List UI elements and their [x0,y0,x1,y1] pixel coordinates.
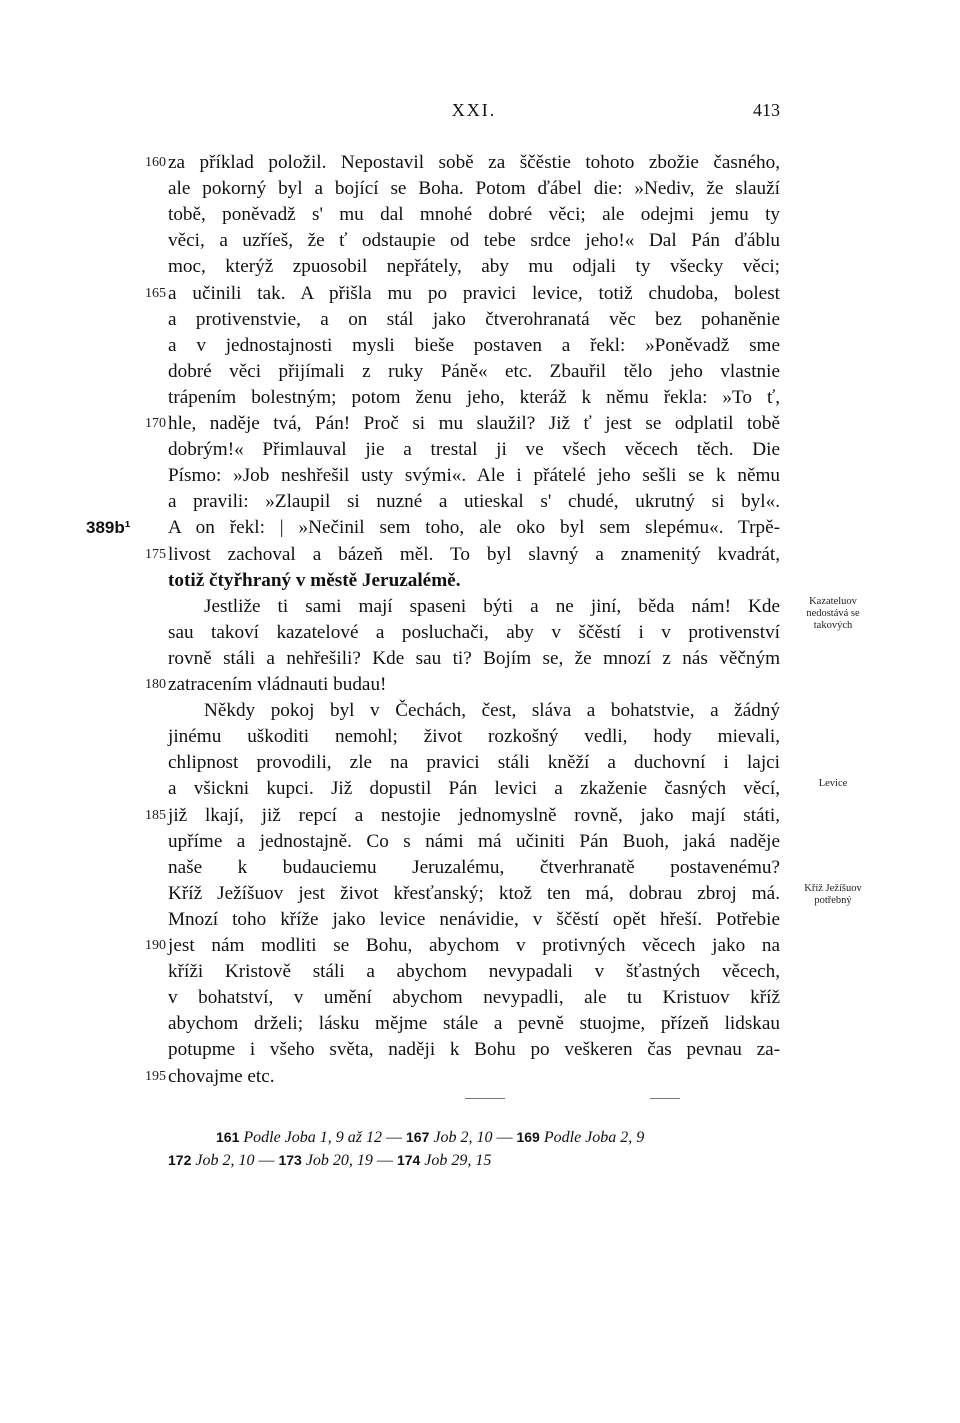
marginal-note-line: Levice [818,778,848,790]
separator-rule [650,1098,680,1099]
line-number: 195 [145,1068,166,1084]
text-line: sau takoví kazatelové a posluchači, aby v ščěstí i v protivenství [168,621,780,643]
page-number: 413 [753,100,780,120]
text-line: jinému uškoditi nemohl; život rozkošný vedli, hody mievali, [168,726,780,748]
text-line: rovně stáli a nehřešili? Kde sau ti? Bojím se, že mnozí z nás věčným [168,647,780,669]
text-line: věci, a uzříeš, že ť odstaupie od tebe srdce jeho!« Dal Pán ďáblu [168,230,780,252]
text-line: Písmo: »Job neshřešil usty svými«. Ale i přátelé jeho sešli se k němu [168,465,780,487]
marginal-note-line: takových [813,619,853,631]
text-line: kříži Kristově stáli a abychom nevypadali v šťastných věcech, [168,961,780,983]
footnote-separator: — [492,1129,517,1146]
footnote-citation: Podle Joba 1, 9 až 12 [243,1129,383,1146]
text-line: a pravili: »Zlaupil si nuzné a utieskal s' chudé, ukrutný si byl«. [168,491,780,513]
text-line: zatracením vládnauti budau! [168,674,387,695]
text-line: moc, kterýž zpuosobil nepřátely, aby mu odjali ty všecky věci; [168,256,780,278]
line-number: 175 [145,546,166,562]
text-line: již lkají, již repcí a nestojie jednomyslně rovně, jako mají státi, [168,804,780,826]
text-line: A on řekl: | »Nečinil sem toho, ale oko byl sem slepému«. Trpě- [168,517,780,539]
footnote-row [168,1149,780,1172]
text-line: ale pokorný byl a bojící se Boha. Potom ďábel die: »Nediv, že slauží [168,178,780,200]
footnote-line-ref: 169 [516,1129,540,1145]
text-line: naše k budauciemu Jeruzalému, čtverhranatě postavenému? [168,856,780,878]
line-number: 185 [145,807,166,823]
text-line: hle, naděje tvá, Pán! Proč si mu slaužil? Již ť jest se odplatil tobě [168,413,780,434]
line-number: 180 [145,677,166,692]
text-line: Mnozí toho kříže jako levice nenávidie, v ščěstí opět hřeší. Potřebie [168,908,780,930]
footnote-line-ref: 172 [168,1152,192,1168]
footnote-line-ref: 173 [278,1152,302,1168]
line-number: 160 [145,155,166,170]
marginal-note-line: potřebný [814,894,852,906]
marginal-note [786,883,880,907]
text-line: abychom drželi; lásku mějme stále a pevně stuojme, přízeň lidskau [168,1013,780,1035]
footnote-citation: Job 2, 10 [195,1152,255,1169]
footnote-separator: — [372,1152,397,1169]
text-line: trápením bolestným; potom ženu jeho, kteráž k němu řekla: »To ť, [168,386,780,408]
line-number: 190 [145,938,166,953]
footnote-separator: — [254,1152,279,1169]
marginal-note-line: Kazateluov [809,595,857,607]
folio-marker: 389b¹ [86,518,131,538]
text-line: za příklad položil. Nepostavil sobě za ščěstie tohoto zbožie časného, [168,152,780,173]
text-line: a protivenstvie, a on stál jako čtverohranatá věc bez pohaněnie [168,308,780,330]
text-line: chovajme etc. [168,1065,275,1087]
separator-rule [465,1098,505,1099]
line-number: 165 [145,285,166,301]
text-line: dobrým!« Přimlauval jie a trestal ji ve všech věcech těch. Die [168,439,780,461]
text-line: Jestliže ti sami mají spaseni býti a ne jiní, běda nám! Kde [204,595,780,617]
marginal-note-line: nedostává se [806,607,860,619]
text-line: chlipnost provodili, zle na pravici stáli kněží a duchovní i lajci [168,752,780,774]
footnote-separator: — [382,1129,407,1146]
text-line: a v jednostajnosti mysli bieše postaven a řekl: »Poněvadž sme [168,334,780,356]
footnote-row [168,1126,780,1149]
text-line: tobě, poněvadž s' mu dal mnohé dobré věci; ale odejmi jemu ty [168,204,780,226]
footnote-line-ref: 161 [216,1129,240,1145]
text-line: upříme a jednostajně. Co s námi má učiniti Pán Buoh, jaká naděje [168,830,780,852]
text-line: jest nám modliti se Bohu, abychom v protivných věcech jako na [168,935,780,956]
text-line: potupme i všeho světa, naději k Bohu po veškeren čas pevnau za- [168,1039,780,1061]
text-line: totiž čtyřhraný v městě Jeruzalémě. [168,569,461,591]
text-line: a všickni kupci. Již dopustil Pán levici a zkaženie časných věcí, [168,778,780,800]
text-line: Někdy pokoj byl v Čechách, čest, sláva a bohatstvie, a žádný [204,700,780,722]
marginal-note [786,778,880,790]
footnotes [168,1126,780,1172]
footnote-citation: Job 2, 10 [433,1129,493,1146]
text-line: dobré věci přijímali z ruky Páně« etc. Zbauřil tělo jeho vlastnie [168,360,780,382]
text-line: a učinili tak. A přišla mu po pravici levice, totiž chudoba, bolest [168,282,780,304]
marginal-note-line: Kříž Ježíšuov [804,882,862,894]
running-header [168,100,780,130]
footnote-line-ref: 167 [406,1129,430,1145]
text-line: livost zachoval a bázeň měl. To byl slavný a znamenitý kvadrát, [168,543,780,565]
text-line: v bohatství, v umění abychom nevypadli, ale tu Kristuov kříž [168,987,780,1009]
footnote-citation: Podle Joba 2, 9 [543,1129,645,1146]
line-number: 170 [145,416,166,431]
footnote-citation: Job 20, 19 [305,1152,373,1169]
marginal-note [786,596,880,632]
chapter-heading: XXI. [451,100,497,120]
text-line: Kříž Ježíšuov jest život křesťanský; ktož ten má, dobrau zbroj má. [168,882,780,904]
footnote-line-ref: 174 [396,1152,421,1168]
footnote-citation: Job 29, 15 [424,1152,492,1169]
